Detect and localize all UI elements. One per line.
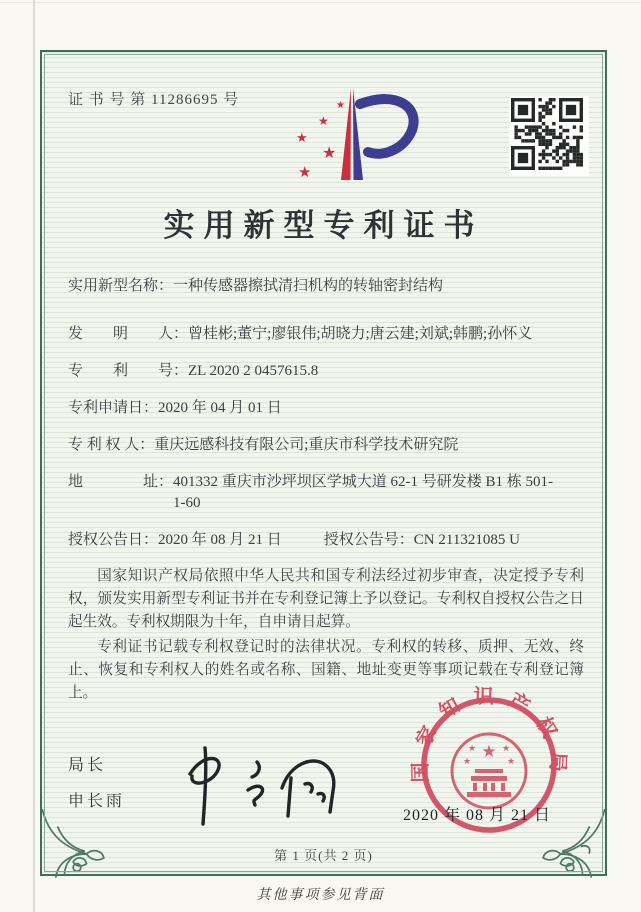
field-address (68, 472, 584, 514)
field-value: ZL 2020 2 0457615.8 (188, 363, 319, 379)
field-label: 地 址： (68, 474, 174, 490)
logo-star-icon: ★ (322, 145, 337, 162)
svg-text:★: ★ (481, 742, 497, 761)
field-label: 专利申请日： (68, 400, 159, 416)
field-application-date (68, 398, 584, 419)
qr-code-icon (509, 96, 589, 176)
field-label: 发 明 人： (68, 326, 189, 342)
seal-text: 国家知识产权局 (409, 685, 569, 786)
svg-text:★: ★ (501, 743, 511, 753)
field-patent-number (68, 361, 584, 382)
field-value: 401332 重庆市沙坪坝区学城大道 62-1 号研发楼 B1 栋 501-1-60 (173, 474, 554, 511)
field-patentee (68, 435, 584, 456)
paper-edge-top (0, 2, 641, 3)
svg-text:★: ★ (467, 743, 477, 753)
field-label: 授权公告号： (323, 532, 414, 548)
svg-text:★: ★ (506, 756, 516, 766)
field-grant-announcement (68, 530, 584, 551)
field-label: 授权公告日： (68, 532, 159, 548)
legal-paragraphs (68, 565, 584, 705)
legal-paragraph: 专利证书记载专利权登记时的法律状况。专利权的转移、质押、无效、终止、恢复和专利权人的姓名或名称、国籍、地址变更等事项记载在专利登记簿上。 (68, 639, 584, 701)
page-info: 第 1 页(共 2 页) (274, 848, 373, 863)
director-title: 局长 (68, 757, 107, 774)
national-emblem-icon (452, 734, 526, 808)
certificate-number: 证 书 号 第 11286695 号 (68, 92, 240, 108)
grant-date (68, 530, 282, 551)
grant-number (324, 530, 520, 551)
field-value: 2020 年 08 月 21 日 (158, 532, 282, 548)
field-value: 曾桂彬;董宁;廖银伟;胡晓力;唐云建;刘斌;韩鹏;孙怀义 (188, 326, 533, 342)
svg-text:★: ★ (462, 756, 472, 766)
corner-ornament-icon (38, 806, 116, 878)
field-label: 实用新型名称： (68, 278, 174, 294)
back-note: 其他事项参见背面 (256, 888, 385, 903)
logo-star-icon: ★ (296, 130, 308, 145)
paper-edge (33, 0, 35, 912)
logo-star-icon: ★ (336, 100, 345, 111)
logo-star-icon: ★ (298, 165, 312, 181)
field-label: 专 利 权 人： (68, 437, 155, 453)
seal-date: 2020 年 08 月 21 日 (402, 807, 551, 824)
certificate-sheet (40, 50, 607, 876)
cnipa-logo-icon (274, 82, 434, 188)
field-inventors (68, 324, 584, 345)
director-name: 申长雨 (68, 793, 126, 810)
logo-star-icon: ★ (318, 114, 329, 128)
field-value: CN 211321085 U (413, 532, 520, 548)
field-value: 2020 年 04 月 01 日 (158, 400, 282, 416)
director-signature-icon (160, 734, 360, 834)
certificate-body (68, 276, 584, 707)
field-value: 重庆远感科技有限公司;重庆市科学技术研究院 (154, 437, 459, 453)
field-label: 专 利 号： (68, 363, 189, 379)
certificate-title: 实用新型专利证书 (163, 208, 484, 243)
legal-paragraph: 国家知识产权局依照中华人民共和国专利法经过初步审查，决定授予专利权，颁发实用新型专利证书并在专利登记簿上予以登记。专利权自授权公告之日起生效。专利权期限为十年，自申请日起算。 (68, 568, 584, 630)
field-utility-model-name (68, 276, 584, 297)
field-value: 一种传感器擦拭清扫机构的转轴密封结构 (173, 278, 444, 294)
